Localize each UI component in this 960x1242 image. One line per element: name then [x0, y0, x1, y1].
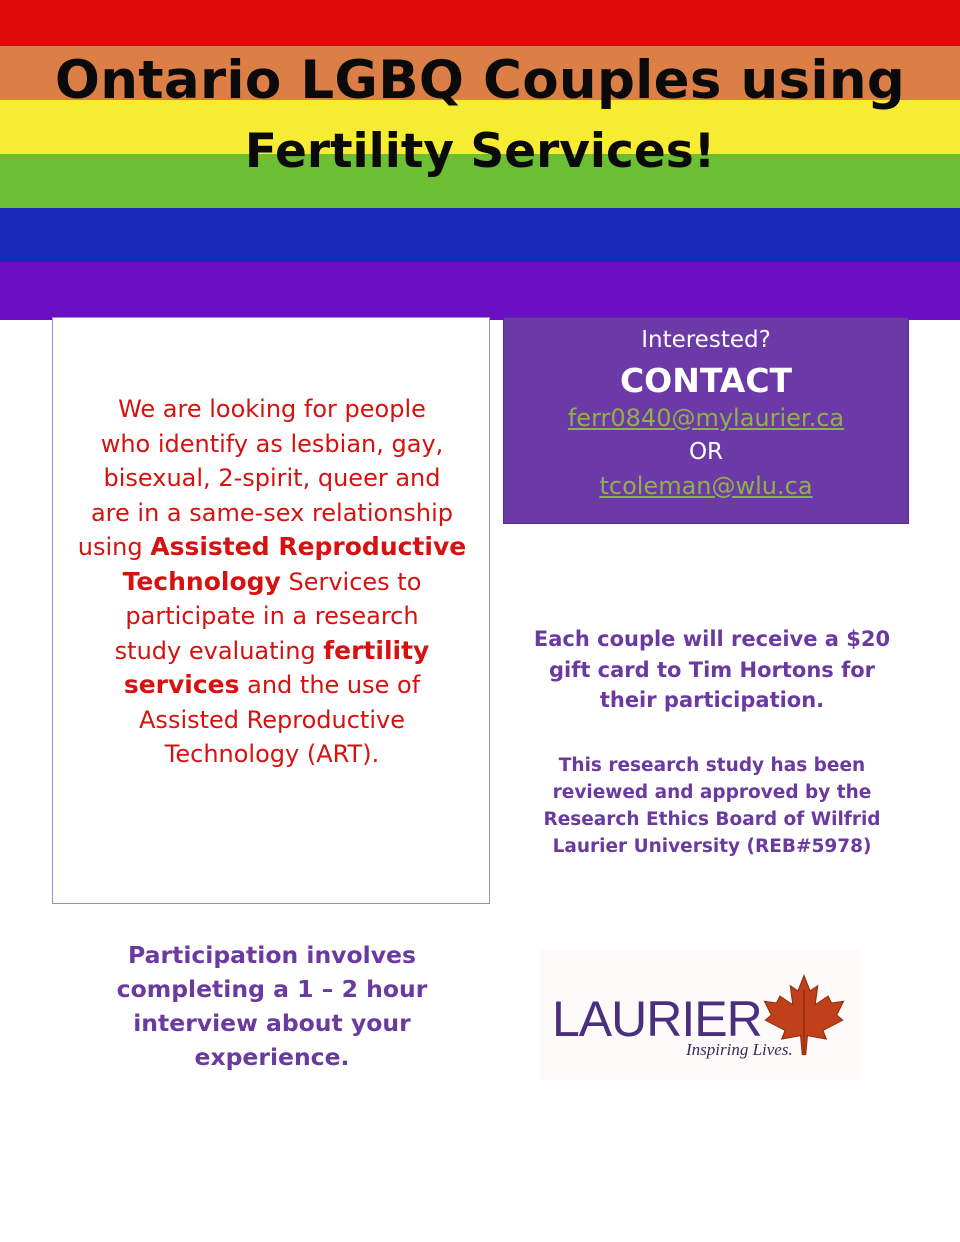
stripe-blue: [0, 208, 960, 262]
participation-note: [72, 938, 472, 1074]
description-line: [53, 634, 491, 669]
description-line: We are looking for people: [118, 395, 426, 423]
stripe-purple: [0, 262, 960, 320]
description-line: participate in a research: [125, 602, 419, 630]
rainbow-banner: [0, 0, 960, 320]
laurier-logo: [540, 950, 860, 1080]
gift-card-note: [512, 624, 912, 716]
contact-interested: Interested?: [641, 327, 771, 353]
description-span: study evaluating: [114, 636, 324, 665]
page-title-line2: Fertility Services!: [244, 124, 716, 179]
description-line: bisexual, 2-spirit, queer and: [103, 464, 441, 492]
page-title-line1: Ontario LGBQ Couples using: [54, 50, 906, 111]
description-bold: Technology: [122, 566, 281, 596]
description-line: Technology (ART).: [164, 740, 380, 768]
approval-line: Research Ethics Board of Wilfrid: [543, 809, 881, 830]
participation-line: completing a 1 – 2 hour: [116, 975, 428, 1003]
email-link-2[interactable]: tcoleman@wlu.ca: [599, 472, 813, 500]
description-line: [53, 530, 491, 565]
description-text: [53, 392, 491, 772]
ethics-approval-note: [512, 752, 912, 860]
approval-line: Laurier University (REB#5978): [552, 836, 872, 857]
contact-or: OR: [688, 439, 724, 465]
approval-line: This research study has been: [558, 755, 866, 776]
gift-line: Each couple will receive a $20: [533, 627, 891, 651]
description-bold: fertility: [323, 635, 430, 665]
description-bold: Assisted Reproductive: [150, 532, 467, 561]
description-line: [53, 668, 491, 703]
description-bold: services: [123, 670, 240, 699]
description-span: Services to: [280, 567, 422, 596]
gift-line: their participation.: [599, 688, 825, 712]
description-line: who identify as lesbian, gay,: [100, 429, 444, 458]
description-span: using: [77, 533, 151, 561]
contact-heading: CONTACT: [619, 361, 793, 400]
logo-tagline: Inspiring Lives.: [686, 1040, 793, 1059]
description-span: and the use of: [239, 671, 421, 699]
approval-line: reviewed and approved by the: [552, 782, 872, 803]
participation-line: Participation involves: [128, 941, 416, 969]
contact-box: [503, 317, 909, 524]
participation-line: experience.: [194, 1043, 350, 1071]
logo-wordmark: LAURIER: [552, 991, 762, 1047]
maple-leaf-icon: [760, 972, 848, 1058]
email-link-1[interactable]: ferr0840@mylaurier.ca: [567, 404, 845, 432]
description-line: are in a same-sex relationship: [90, 498, 454, 527]
description-line: [53, 565, 491, 600]
gift-line: gift card to Tim Hortons for: [548, 657, 876, 682]
participation-line: interview about your: [133, 1009, 411, 1037]
description-box: [52, 317, 490, 904]
stripe-red: [0, 0, 960, 46]
description-line: Assisted Reproductive: [139, 705, 405, 734]
